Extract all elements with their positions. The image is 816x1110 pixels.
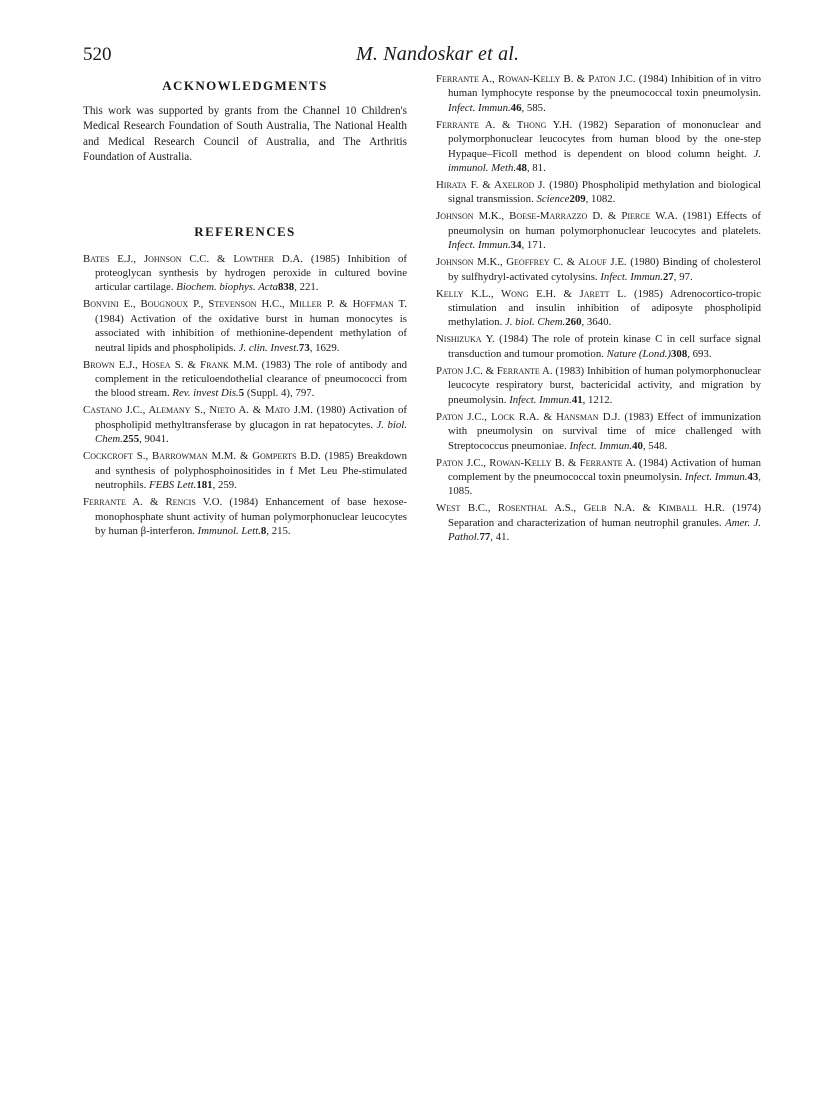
reference-title: (1983) The role of antibody and complement in the reticuloendothelial clearance of pneumococci from the blood stream.	[95, 358, 407, 400]
reference-pages: , 585.	[521, 101, 546, 114]
reference-title: (1982) Separation of mononuclear and polymorphonuclear leucocytes from human blood by the one-step Hypaque–Ficoll method is dependent on blood column height.	[448, 118, 761, 160]
references-list-right	[436, 72, 761, 545]
reference-authors: Johnson M.K., Boese-Marrazzo D. & Pierce W.A.	[436, 210, 678, 223]
reference-item	[83, 403, 407, 446]
reference-item	[436, 255, 761, 284]
page-number: 520	[83, 44, 112, 65]
reference-volume: 40	[632, 439, 643, 452]
reference-title: (1984) Activation of human complement by the pneumococcal toxin pneumolysin.	[448, 456, 761, 483]
reference-authors: Ferrante A. & Thong Y.H.	[436, 118, 573, 131]
reference-title: (1983) Effect of immunization with pneumolysin on survival time of mice challenged with Streptococcus pneumoniae.	[448, 410, 761, 452]
reference-pages: , 171.	[521, 239, 546, 252]
reference-journal: J. clin. Invest.	[238, 341, 299, 354]
acknowledgments-text: This work was supported by grants from the Channel 10 Children's Medical Research Foundation of South Australia, The National Health and Medical Research Council of Australia, and The Arthritis Foundation of Australia.	[83, 105, 407, 164]
reference-volume: 27	[663, 270, 674, 283]
reference-title: (1984) Enhancement of base hexose-monophosphate shunt activity of human polymorphonuclear leucocytes by human β-interferon.	[95, 496, 407, 537]
reference-authors: Ferrante A. & Rencis V.O.	[83, 496, 223, 509]
references-list-left	[83, 252, 407, 539]
reference-item	[83, 495, 407, 538]
reference-item	[436, 209, 761, 252]
reference-volume: 255	[122, 433, 140, 446]
reference-authors: Hirata F. & Axelrod J.	[436, 179, 546, 192]
reference-journal: J. immunol. Meth.	[448, 147, 761, 175]
left-column	[83, 72, 407, 541]
reference-volume: 838	[277, 281, 295, 294]
reference-volume: 46	[510, 101, 522, 114]
reference-title: (1983) Inhibition of human polymorphonuclear leucocyte respiratory burst, bactericidal activity, and migration by pneumolysin.	[448, 364, 761, 406]
reference-volume: 34	[510, 239, 522, 252]
reference-pages: , 41.	[490, 531, 510, 544]
reference-item	[436, 178, 761, 207]
reference-authors: Brown E.J., Hosea S. & Frank M.M.	[83, 358, 258, 371]
reference-item	[436, 364, 761, 407]
reference-volume: 43	[747, 470, 759, 483]
reference-authors: Johnson M.K., Geoffrey C. & Alouf J.E.	[436, 256, 627, 269]
reference-authors: West B.C., Rosenthal A.S., Gelb N.A. & Kimball H.R.	[436, 502, 725, 515]
reference-authors: Nishizuka Y.	[436, 333, 495, 346]
reference-item	[83, 252, 407, 295]
reference-journal: Science	[536, 193, 570, 206]
reference-volume: 5	[238, 387, 245, 400]
reference-journal: Infect. Immun.	[569, 439, 633, 452]
reference-title: (1985) Adrenocortico-tropic stimulation and insulin inhibition of adiposyte phospholipid methylation.	[448, 287, 762, 329]
right-column	[436, 72, 761, 547]
reference-item	[436, 332, 761, 361]
reference-journal: Rev. invest Dis.	[172, 387, 239, 400]
reference-volume: 8	[260, 524, 267, 537]
reference-volume: 308	[671, 347, 688, 360]
reference-authors: Bonvini E., Bougnoux P., Stevenson H.C., Miller P. & Hoffman T.	[83, 298, 407, 311]
reference-title: (1980) Binding of cholesterol by sulfhydryl-activated cytolysins.	[448, 256, 761, 283]
reference-journal: Infect. Immun.	[448, 101, 511, 114]
reference-pages: , 81.	[526, 162, 546, 175]
reference-journal: Biochem. biophys. Acta	[176, 281, 278, 294]
reference-authors: Bates E.J., Johnson C.C. & Lowther D.A.	[83, 252, 303, 265]
reference-authors: Paton J.C. & Ferrante A.	[436, 364, 553, 377]
reference-item	[436, 456, 761, 499]
reference-volume: 41	[571, 393, 583, 406]
running-head: M. Nandoskar et al.	[356, 43, 520, 65]
reference-journal: FEBS Lett.	[148, 479, 197, 492]
reference-journal: Nature (Lond.)	[606, 347, 672, 360]
reference-item	[83, 358, 407, 401]
reference-title: (1981) Effects of pneumolysin on human polymorphonuclear leucocytes and platelets.	[448, 210, 761, 237]
reference-authors: Ferrante A., Rowan-Kelly B. & Paton J.C.	[436, 73, 636, 85]
reference-item	[436, 410, 761, 453]
reference-journal: Infect. Immun.	[509, 393, 572, 406]
reference-pages: , 693.	[687, 347, 712, 360]
reference-authors: Paton J.C., Lock R.A. & Hansman D.J.	[436, 410, 621, 423]
reference-pages: , 221.	[294, 281, 319, 294]
reference-pages: , 9041.	[139, 433, 169, 446]
reference-item	[436, 72, 761, 115]
reference-title: (1980) Activation of phospholipid methyltransferase by glucagon in rat hepatocytes.	[95, 404, 407, 431]
reference-journal: Immunol. Lett.	[197, 524, 261, 537]
reference-title: (1985) Inhibition of proteoglycan synthesis by hydrogen peroxide in cultured bovine articular cartilage.	[95, 252, 407, 294]
reference-title: (1984) The role of protein kinase C in cell surface signal transduction and tumour promotion.	[448, 333, 761, 360]
reference-title: (1985) Breakdown and synthesis of polyphosphoinositides in f Met Leu Phe-stimulated neutrophils.	[95, 450, 407, 492]
reference-title: (1984) Activation of the oxidative burst in human monocytes is associated with inhibition of methionine-dependent methylation of neutral lipids and phospholipids.	[95, 312, 407, 354]
reference-pages: (Suppl. 4), 797.	[244, 387, 315, 400]
acknowledgments-title: ACKNOWLEDGMENTS	[162, 78, 328, 93]
reference-volume: 77	[479, 531, 491, 544]
reference-journal: Infect. Immun.	[684, 470, 748, 483]
reference-journal: J. biol. Chem.	[95, 418, 407, 446]
reference-item	[83, 449, 407, 492]
reference-item	[436, 118, 761, 176]
reference-volume: 209	[569, 193, 586, 206]
reference-pages: , 97.	[673, 270, 693, 283]
reference-pages: , 259.	[212, 479, 237, 492]
reference-volume: 48	[516, 162, 527, 175]
reference-journal: Infect. Immun.	[600, 270, 663, 283]
reference-journal: Amer. J. Pathol.	[448, 516, 761, 544]
reference-pages: , 1085.	[448, 470, 761, 498]
reference-authors: Paton J.C., Rowan-Kelly B. & Ferrante A.	[436, 456, 636, 469]
reference-pages: , 215.	[266, 524, 291, 537]
reference-item	[436, 287, 761, 330]
reference-authors: Castano J.C., Alemany S., Nieto A. & Mato J.M.	[83, 404, 313, 417]
reference-pages: , 1082.	[585, 193, 616, 206]
reference-authors: Kelly K.L., Wong E.H. & Jarett L.	[436, 287, 627, 300]
reference-pages: , 1212.	[582, 393, 613, 406]
reference-journal: Infect. Immun.	[448, 239, 511, 252]
reference-volume: 181	[196, 479, 213, 492]
reference-pages: , 3640.	[581, 316, 612, 329]
reference-item	[436, 501, 761, 544]
reference-volume: 260	[565, 316, 582, 329]
reference-journal: J. biol. Chem.	[504, 316, 566, 329]
reference-volume: 73	[298, 341, 310, 354]
reference-authors: Cockcroft S., Barrowman M.M. & Gomperts B.D.	[83, 450, 321, 463]
reference-pages: , 1629.	[309, 341, 340, 354]
reference-title: (1984) Inhibition of in vitro human lymphocyte response by the pneumococcal toxin pneumolysin.	[448, 73, 761, 100]
reference-title: (1974) Separation and characterization of human neutrophil granules.	[448, 502, 762, 529]
references-title: REFERENCES	[194, 223, 296, 239]
reference-pages: , 548.	[642, 439, 668, 452]
reference-title: (1980) Phospholipid methylation and biological signal transmission.	[448, 179, 761, 206]
reference-item	[83, 297, 407, 355]
